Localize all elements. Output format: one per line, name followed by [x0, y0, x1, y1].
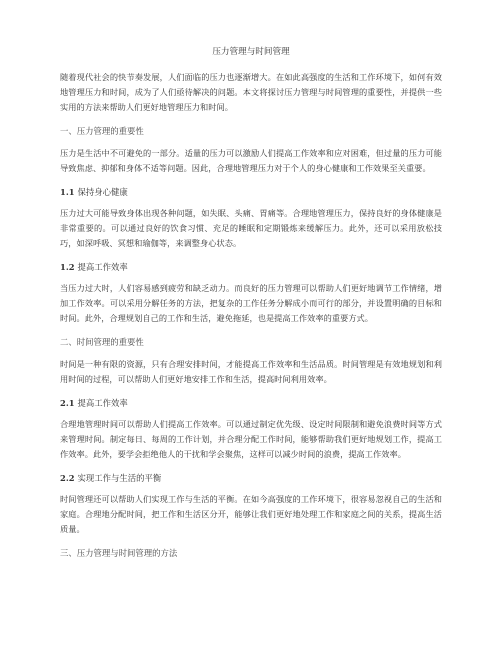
subsection-2-1-title: 提高工作效率 — [77, 398, 128, 408]
subsection-1-1-number: 1.1 — [60, 187, 75, 197]
subsection-1-2-paragraph: 当压力过大时，人们容易感到疲劳和缺乏动力。而良好的压力管理可以帮助人们更好地调节工作情绪，增加工作效率。可以采用分解任务的方法，把复杂的工作任务分解成小而可行的部分，并设置明确的目标和时间。此外，合理规划自己的工作和生活，避免拖延，也是提高工作效率的重要方式。 — [60, 283, 442, 323]
subsection-2-1-heading — [60, 397, 442, 409]
subsection-1-2-heading — [60, 261, 442, 273]
subsection-1-2-title: 提高工作效率 — [77, 262, 128, 272]
section-1-paragraph: 压力是生活中不可避免的一部分。适量的压力可以激励人们提高工作效率和应对困难，但过量的压力可能导致焦虑、抑郁和身体不适等问题。因此，合理地管理压力对于个人的身心健康和工作效果至关重要。 — [60, 148, 442, 173]
document-title: 压力管理与时间管理 — [212, 47, 290, 57]
intro-paragraph: 随着现代社会的快节奏发展，人们面临的压力也逐渐增大。在如此高强度的生活和工作环境下，如何有效地管理压力和时间，成为了人们亟待解决的问题。本文将探讨压力管理与时间管理的重要性，并提供一些实用的方法来帮助人们更好地管理压力和时间。 — [60, 72, 442, 112]
subsection-2-2-number: 2.2 — [60, 473, 75, 483]
subsection-2-1-number: 2.1 — [60, 398, 75, 408]
section-3-heading: 三、压力管理与时间管理的方法 — [60, 548, 178, 558]
subsection-2-1-paragraph: 合理地管理时间可以帮助人们提高工作效率。可以通过制定优先级、设定时间限制和避免浪费时间等方式来管理时间。制定每日、每周的工作计划，并合理分配工作时间，能够帮助我们更好地规划工作，提高工作效率。此外，要学会拒绝他人的干扰和学会聚焦，这样可以减少时间的浪费，提高工作效率。 — [60, 419, 442, 459]
subsection-1-2-number: 1.2 — [60, 262, 75, 272]
subsection-1-1-title: 保持身心健康 — [77, 187, 128, 197]
subsection-2-2-heading — [60, 472, 442, 484]
subsection-2-2-paragraph: 时间管理还可以帮助人们实现工作与生活的平衡。在如今高强度的工作环境下，很容易忽视自己的生活和家庭。合理地分配时间，把工作和生活区分开，能够让我们更好地处理工作和家庭之间的关系，提高生活质量。 — [60, 494, 442, 534]
subsection-1-1-heading — [60, 186, 442, 198]
section-2-heading: 二、时间管理的重要性 — [60, 337, 144, 347]
section-2-paragraph: 时间是一种有限的资源，只有合理安排时间，才能提高工作效率和生活品质。时间管理是有效地规划和利用时间的过程，可以帮助人们更好地安排工作和生活，提高时间利用效率。 — [60, 359, 442, 384]
subsection-2-2-title: 实现工作与生活的平衡 — [77, 473, 162, 483]
section-1-heading: 一、压力管理的重要性 — [60, 126, 144, 136]
subsection-1-1-paragraph: 压力过大可能导致身体出现各种问题，如失眠、头痛、胃痛等。合理地管理压力，保持良好的身体健康是非常重要的。可以通过良好的饮食习惯、充足的睡眠和定期锻炼来缓解压力。此外，还可以采用放松技巧，如深呼吸、冥想和瑜伽等，来调整身心状态。 — [60, 208, 442, 248]
